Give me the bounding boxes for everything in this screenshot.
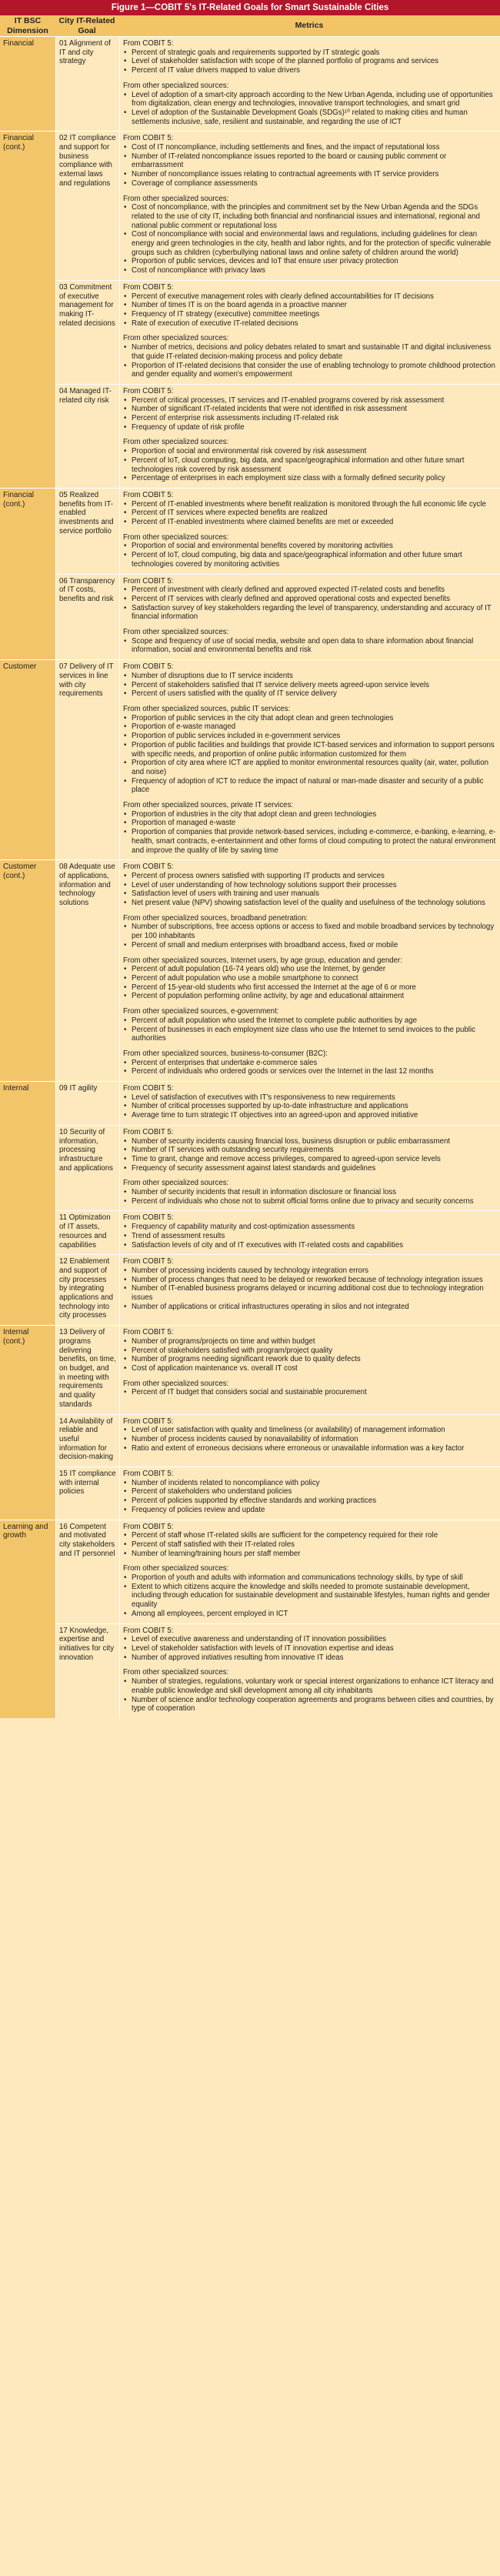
goal-cell: [56, 574, 120, 660]
metric-list: [123, 1635, 497, 1662]
goal-row: [0, 1255, 500, 1326]
metric-section-heading: From COBIT 5:: [123, 1416, 174, 1426]
metric-item: • Level of adoption of the Sustainable Development Goals (SDGs)¹⁰ related to making cities and human settlements inclusive, safe, resilient and sustainable, and regarding the use of ICT: [132, 108, 497, 126]
metric-section-heading: From COBIT 5:: [123, 1522, 174, 1531]
dimension-cell: [0, 574, 56, 660]
goal-cell: [56, 1520, 120, 1623]
goal-cell: [56, 660, 120, 860]
dimension-cell: [0, 132, 56, 281]
metric-item: • Percent of stakeholders satisfied with program/project quality: [132, 1346, 497, 1356]
metric-list: [123, 1573, 497, 1619]
metric-list: [123, 1137, 497, 1173]
dimension-cell: [0, 1255, 56, 1326]
goal-label: 15 IT compliance with internal policies: [59, 1470, 116, 1497]
metric-list: [123, 396, 497, 432]
goal-cell: [56, 488, 120, 574]
dimension-label: Learning and growth: [3, 1522, 48, 1540]
goal-label: 01 Alignment of IT and city strategy: [59, 39, 111, 66]
metric-item: • Coverage of compliance assessments: [132, 179, 497, 189]
goal-row: [0, 660, 500, 860]
metric-list: [123, 810, 497, 856]
goal-label: 03 Commitment of executive management for making IT-related decisions: [59, 282, 115, 328]
metric-section-heading: From other specialized sources, private IT services:: [123, 801, 294, 810]
goal-label: 04 Managed IT-related city risk: [59, 386, 112, 405]
metric-list: [123, 1426, 497, 1453]
metric-item: • Extent to which citizens acquire the knowledge and skills needed to promote sustainable development, including through education for sustainable development and sustainable lifestyles, human rights and gender equality: [132, 1583, 497, 1610]
metric-item: • Scope and frequency of use of social media, website and open data to share information about financial information, social and environmental benefits and risk: [132, 637, 497, 655]
metric-item: • Percent of staff satisfied with their IT-related roles: [132, 1540, 497, 1550]
metric-item: • Time to grant, change and remove access privileges, compared to agreed-upon service levels: [132, 1155, 497, 1164]
metric-item: • Number of science and/or technology cooperation agreements and programs between cities and countries, by type of cooperation: [132, 1696, 497, 1713]
metric-item: • Percentage of enterprises in each employment size class with a formally defined security policy: [132, 474, 497, 483]
goal-row: [0, 132, 500, 281]
metric-list: [123, 1188, 497, 1206]
metric-item: • Level of user satisfaction with quality and timeliness (or availability) of management information: [132, 1426, 497, 1435]
metric-section-heading: From COBIT 5:: [123, 1470, 174, 1479]
metric-item: • Number of IT-related noncompliance issues reported to the board or causing public comment or embarrassment: [132, 152, 497, 170]
metric-list: [123, 91, 497, 127]
metric-item: • Percent of process owners satisfied with supporting IT products and services: [132, 872, 497, 881]
metrics-cell: [120, 384, 500, 488]
header-goal: City IT-Related Goal: [55, 15, 118, 36]
metric-list: [123, 343, 497, 379]
metrics-cell: [120, 1082, 500, 1126]
goal-row: [0, 1326, 500, 1414]
goal-cell: [56, 1082, 120, 1126]
metric-list: [123, 447, 497, 483]
goal-row: [0, 1623, 500, 1718]
metric-item: • Level of stakeholder satisfaction with levels of IT innovation expertise and ideas: [132, 1644, 497, 1653]
metric-section-heading: From COBIT 5:: [123, 1084, 174, 1093]
metric-item: • Percent of strategic goals and requirements supported by IT strategic goals: [132, 48, 497, 58]
metric-item: • Percent of population performing online activity, by age and educational attainment: [132, 992, 497, 1001]
metric-item: • Number of processing incidents caused by technology integration errors: [132, 1266, 497, 1276]
metric-section-heading: From COBIT 5:: [123, 1213, 174, 1223]
metric-item: • Number of significant IT-related incidents that were not identified in risk assessment: [132, 405, 497, 414]
metric-list: [123, 1016, 497, 1043]
metric-item: • Percent of stakeholders who understand policies: [132, 1487, 497, 1497]
metric-item: • Percent of adult population (16-74 years old) who use the Internet, by gender: [132, 965, 497, 974]
metric-section-heading: From other specialized sources:: [123, 1179, 229, 1188]
dimension-cell: [0, 488, 56, 574]
metric-item: • Level of user understanding of how technology solutions support their processes: [132, 881, 497, 890]
metric-item: • Percent of staff whose IT-related skills are sufficient for the competency required for their role: [132, 1531, 497, 1540]
metrics-cell: [120, 132, 500, 281]
metric-item: • Cost of noncompliance with privacy laws: [132, 266, 497, 275]
metric-list: [123, 1677, 497, 1713]
metric-item: • Number of strategies, regulations, voluntary work or special interest organizations to enhance ICT literacy and enable public knowledge and skill development among all city inhabitants: [132, 1677, 497, 1695]
metric-item: • Number of noncompliance issues relating to contractual agreements with IT service providers: [132, 170, 497, 179]
metrics-cell: [120, 1414, 500, 1467]
goal-cell: [56, 860, 120, 1082]
metric-item: • Number of applications or critical infrastructures operating in silos and not integrated: [132, 1303, 497, 1312]
goal-row: [0, 1125, 500, 1211]
metric-section-heading: From COBIT 5:: [123, 1127, 174, 1136]
metric-item: • Percent of adult population who use a mobile smartphone to connect: [132, 974, 497, 983]
goal-label: 08 Adequate use of applications, information and technology solutions: [59, 863, 115, 908]
goal-row: [0, 37, 500, 132]
dimension-label: Financial: [3, 39, 35, 48]
goal-cell: [56, 1211, 120, 1255]
metric-item: • Number of disruptions due to IT service incidents: [132, 672, 497, 681]
metric-item: • Percent of IoT, cloud computing, big data, and space/geographical information and other future smart technologies risk covered by risk assessment: [132, 456, 497, 474]
metric-section-heading: From other specialized sources:: [123, 628, 229, 637]
goal-label: 10 Security of information, processing infrastructure and applications: [59, 1127, 114, 1173]
metric-item: • Satisfaction levels of city and of IT executives with IT-related costs and capabilities: [132, 1241, 497, 1250]
metric-item: • Frequency of security assessment against latest standards and guidelines: [132, 1164, 497, 1173]
metric-list: [123, 923, 497, 949]
metric-list: [123, 1388, 497, 1397]
dimension-cell: [0, 37, 56, 132]
metric-section-heading: From COBIT 5:: [123, 39, 174, 48]
goal-label: 13 Delivery of programs delivering benefits, on time, on budget, and in meeting with requirements and quality standards: [59, 1328, 116, 1409]
metric-list: [123, 143, 497, 189]
goal-row: [0, 1414, 500, 1467]
goal-row: [0, 1082, 500, 1126]
dimension-label: Financial (cont.): [3, 490, 35, 509]
metric-item: • Percent of IT services with clearly defined and approved operational costs and expected benefits: [132, 595, 497, 604]
goal-label: 02 IT compliance and support for business compliance with external laws and regulations: [59, 134, 116, 188]
goal-cell: [56, 384, 120, 488]
metric-item: • Proportion of industries in the city that adopt clean and green technologies: [132, 810, 497, 819]
metric-list: [123, 637, 497, 655]
dimension-cell: [0, 280, 56, 384]
header-metrics: Metrics: [118, 15, 500, 36]
goal-label: 12 Enablement and support of city processes by integrating applications and technology into city processes: [59, 1257, 114, 1320]
goal-label: 17 Knowledge, expertise and initiatives for city innovation: [59, 1626, 115, 1662]
goal-cell: [56, 132, 120, 281]
metric-item: • Level of stakeholder satisfaction with scope of the planned portfolio of programs and services: [132, 57, 497, 66]
metric-item: • Percent of adult population who used the Internet to complete public authorities by age: [132, 1016, 497, 1026]
metric-item: • Percent of IT services where expected benefits are realized: [132, 509, 497, 518]
metrics-cell: [120, 280, 500, 384]
metric-item: • Number of approved initiatives resulting from innovative IT ideas: [132, 1653, 497, 1663]
metric-section-heading: From COBIT 5:: [123, 576, 174, 586]
goal-cell: [56, 1623, 120, 1718]
dimension-cell: [0, 384, 56, 488]
metric-section-heading: From other specialized sources, public IT services:: [123, 705, 291, 713]
metric-item: • Cost of application maintenance vs. overall IT cost: [132, 1364, 497, 1373]
dimension-label: Customer: [3, 662, 37, 672]
metric-list: [123, 965, 497, 1001]
metric-section-heading: From other specialized sources:: [123, 438, 229, 447]
metric-item: • Proportion of public services, devices and IoT that ensure user privacy protection: [132, 257, 497, 266]
metric-item: • Ratio and extent of erroneous decisions where erroneous or unavailable information was a key factor: [132, 1444, 497, 1453]
metric-section-heading: From other specialized sources:: [123, 334, 229, 343]
metric-item: • Percent of policies supported by effective standards and working practices: [132, 1497, 497, 1506]
dimension-cell: [0, 1623, 56, 1718]
metrics-cell: [120, 1467, 500, 1520]
metric-item: • Cost of noncompliance with social and environmental laws and regulations, including guidelines for clean energy and green technologies in the city, health and labor rights, and for the protection of specific vulnerable groups such as children (cyberbullying national laws and online safety of children around the world): [132, 230, 497, 257]
metric-list: [123, 292, 497, 329]
metric-list: [123, 203, 497, 275]
metric-item: • Percent of small and medium enterprises with broadband access, fixed or mobile: [132, 941, 497, 950]
goal-label: 11 Optimization of IT assets, resources and capabilities: [59, 1213, 111, 1250]
header-dimension: IT BSC Dimension: [0, 15, 55, 36]
metric-item: • Number of IT services with outstanding security requirements: [132, 1146, 497, 1155]
metric-item: • Percent of IT-enabled investments where claimed benefits are met or exceeded: [132, 518, 497, 527]
metrics-cell: [120, 574, 500, 660]
goal-label: 07 Delivery of IT services in line with city requirements: [59, 662, 114, 699]
goal-label: 06 Transparency of IT costs, benefits and risk: [59, 576, 115, 603]
metric-list: [123, 1479, 497, 1515]
dimension-cell: [0, 1520, 56, 1623]
metric-section-heading: From other specialized sources:: [123, 194, 229, 203]
metrics-cell: [120, 1255, 500, 1326]
goals-table: [0, 36, 500, 1718]
goal-cell: [56, 1467, 120, 1520]
dimension-label: Customer (cont.): [3, 863, 37, 880]
dimension-cell: [0, 1326, 56, 1414]
metric-item: • Frequency of update of risk profile: [132, 423, 497, 432]
figure-title: Figure 1—COBIT 5's IT-Related Goals for Smart Sustainable Cities: [0, 0, 500, 15]
metric-item: • Net present value (NPV) showing satisfaction level of the quality and usefulness of the technology solutions: [132, 899, 497, 908]
metric-item: • Percent of investment with clearly defined and approved expected IT-related costs and benefits: [132, 586, 497, 595]
metric-item: • Percent of IT budget that considers social and sustainable procurement: [132, 1388, 497, 1397]
dimension-cell: [0, 1211, 56, 1255]
metric-list: [123, 1093, 497, 1120]
goal-row: [0, 1467, 500, 1520]
metric-item: • Number of programs needing significant rework due to quality defects: [132, 1355, 497, 1364]
metric-item: • Number of incidents related to noncompliance with policy: [132, 1479, 497, 1488]
metric-item: • Number of metrics, decisions and policy debates related to smart and sustainable IT and digital inclusiveness that guide IT-related decision-making process and policy debate: [132, 343, 497, 361]
metric-item: • Number of IT-enabled business programs delayed or incurring additional cost due to technology integration issues: [132, 1284, 497, 1302]
metric-item: • Number of critical processes supported by up-to-date infrastructure and applications: [132, 1102, 497, 1111]
metric-section-heading: From COBIT 5:: [123, 1626, 174, 1635]
metric-item: • Frequency of IT strategy (executive) committee meetings: [132, 310, 497, 319]
dimension-label: Internal: [3, 1084, 29, 1093]
metrics-cell: [120, 1125, 500, 1211]
metric-item: • Proportion of e-waste managed: [132, 722, 497, 732]
metric-item: • Frequency of policies review and update: [132, 1506, 497, 1515]
metric-item: • Proportion of social and environmental risk covered by risk assessment: [132, 447, 497, 456]
metric-item: • Percent of IoT, cloud computing, big data and space/geographical information and other future smart technologies covered by monitoring activities: [132, 551, 497, 569]
metrics-cell: [120, 37, 500, 132]
dimension-cell: [0, 1467, 56, 1520]
goal-cell: [56, 1326, 120, 1414]
metric-item: • Percent of stakeholders satisfied that IT service delivery meets agreed-upon service levels: [132, 681, 497, 690]
metric-item: • Percent of critical processes, IT services and IT-enabled programs covered by risk assessment: [132, 396, 497, 405]
goal-row: [0, 384, 500, 488]
goals-table-body: [0, 37, 500, 1718]
metric-section-heading: From COBIT 5:: [123, 282, 174, 292]
metric-list: [123, 672, 497, 699]
metric-item: • Percent of individuals who chose not to submit official forms online due to privacy and security concerns: [132, 1197, 497, 1206]
goal-label: 16 Competent and motivated city stakeholders and IT personnel: [59, 1522, 115, 1558]
metric-list: [123, 872, 497, 908]
metric-item: • Number of subscriptions, free access options or access to fixed and mobile broadband services by technology per 100 inhabitants: [132, 923, 497, 940]
metric-section-heading: From COBIT 5:: [123, 490, 174, 499]
metric-item: • Proportion of youth and adults with information and communications technology skills, by type of skill: [132, 1573, 497, 1583]
metric-section-heading: From other specialized sources:: [123, 1379, 229, 1388]
metric-list: [123, 1531, 497, 1558]
metric-item: • Level of adoption of a smart-city approach according to the New Urban Agenda, including use of opportunities from digitalization, clean energy and technologies, innovative transport technologies, and smart grid: [132, 91, 497, 108]
metric-item: • Level of satisfaction of executives with IT's responsiveness to new requirements: [132, 1093, 497, 1103]
metric-section-heading: From other specialized sources, broadband penetration:: [123, 913, 308, 923]
goal-row: [0, 1211, 500, 1255]
metric-item: • Proportion of public services included in e-government services: [132, 732, 497, 741]
metric-item: • Percent of enterprises that undertake e-commerce sales: [132, 1059, 497, 1068]
metric-list: [123, 586, 497, 622]
metric-item: • Average time to turn strategic IT objectives into an agreed-upon and approved initiative: [132, 1111, 497, 1120]
goal-label: 05 Realized benefits from IT-enabled investments and service portfolio: [59, 490, 114, 536]
metrics-cell: [120, 1326, 500, 1414]
metric-item: • Proportion of IT-related decisions that consider the use of enabling technology to promote childhood protection and gender equality and women's empowerment: [132, 362, 497, 379]
metrics-cell: [120, 488, 500, 574]
goal-row: [0, 280, 500, 384]
metric-item: • Satisfaction survey of key stakeholders regarding the level of transparency, understanding and accuracy of IT financial information: [132, 604, 497, 622]
metric-item: • Percent of individuals who ordered goods or services over the Internet in the last 12 months: [132, 1067, 497, 1076]
dimension-cell: [0, 1125, 56, 1211]
metric-item: • Level of executive awareness and understanding of IT innovation possibilities: [132, 1635, 497, 1644]
goal-row: [0, 488, 500, 574]
metrics-cell: [120, 1211, 500, 1255]
metrics-cell: [120, 660, 500, 860]
metric-item: • Cost of IT noncompliance, including settlements and fines, and the impact of reputational loss: [132, 143, 497, 152]
metric-item: • Proportion of companies that provide network-based services, including e-commerce, e-banking, e-learning, e-health, smart contracts, e-entertainment and other forms of cloud computing to protect the natural environment and improve the quality of life by saving time: [132, 828, 497, 855]
metric-item: • Trend of assessment results: [132, 1232, 497, 1241]
metric-item: • Among all employees, percent employed in ICT: [132, 1610, 497, 1619]
metric-section-heading: From COBIT 5:: [123, 1257, 174, 1266]
metric-section-heading: From COBIT 5:: [123, 134, 174, 143]
metric-item: • Percent of IT value drivers mapped to value drivers: [132, 66, 497, 75]
goal-row: [0, 1520, 500, 1623]
metric-list: [123, 1266, 497, 1312]
dimension-label: Financial (cont.): [3, 134, 35, 152]
metric-item: • Percent of IT-enabled investments where benefit realization is monitored through the full economic life cycle: [132, 500, 497, 509]
metric-item: • Number of learning/training hours per staff member: [132, 1550, 497, 1559]
goal-cell: [56, 1255, 120, 1326]
metric-list: [123, 48, 497, 75]
dimension-cell: [0, 860, 56, 1082]
metric-item: • Number of times IT is on the board agenda in a proactive manner: [132, 301, 497, 310]
dimension-cell: [0, 1082, 56, 1126]
goal-row: [0, 860, 500, 1082]
metric-section-heading: From COBIT 5:: [123, 662, 174, 672]
metric-section-heading: From COBIT 5:: [123, 386, 174, 395]
metric-section-heading: From other specialized sources:: [123, 1564, 229, 1573]
metric-section-heading: From other specialized sources, Internet users, by age group, education and gender:: [123, 956, 402, 965]
metric-list: [123, 714, 497, 795]
goal-row: [0, 574, 500, 660]
goal-cell: [56, 1414, 120, 1467]
metric-section-heading: From other specialized sources:: [123, 532, 229, 542]
metric-item: • Rate of execution of executive IT-related decisions: [132, 319, 497, 329]
metric-list: [123, 542, 497, 569]
metric-section-heading: From other specialized sources:: [123, 81, 229, 90]
metric-section-heading: From COBIT 5:: [123, 1328, 174, 1337]
metric-list: [123, 1059, 497, 1076]
metric-item: • Frequency of capability maturity and cost-optimization assessments: [132, 1223, 497, 1232]
metric-item: • Proportion of city area where ICT are applied to monitor environmental resources quality (air, water, pollution and noise): [132, 759, 497, 776]
metric-item: • Cost of noncompliance, with the principles and commitment set by the New Urban Agenda and the SDGs related to the use of city IT, including both financial and nonfinancial issues and international, regional and national public comment or reputational loss: [132, 203, 497, 230]
metric-section-heading: From other specialized sources:: [123, 1668, 229, 1677]
metric-list: [123, 1337, 497, 1373]
goal-cell: [56, 1125, 120, 1211]
metric-item: • Satisfaction level of users with training and user manuals: [132, 889, 497, 899]
metrics-cell: [120, 1520, 500, 1623]
dimension-cell: [0, 660, 56, 860]
metric-item: • Percent of enterprise risk assessments including IT-related risk: [132, 414, 497, 423]
metrics-cell: [120, 1623, 500, 1718]
metric-item: • Number of programs/projects on time and within budget: [132, 1337, 497, 1346]
metric-item: • Number of process changes that need to be delayed or reworked because of technology integration issues: [132, 1276, 497, 1285]
metric-item: • Proportion of public facilities and buildings that provide ICT-based services and information to support persons with specific needs, and proportion of online public information customized for them: [132, 741, 497, 759]
goal-cell: [56, 37, 120, 132]
metric-list: [123, 1223, 497, 1250]
metric-section-heading: From other specialized sources, e-government:: [123, 1007, 279, 1016]
metric-item: • Frequency of adoption of ICT to reduce the impact of natural or man-made disaster and security of a public place: [132, 777, 497, 795]
metric-list: [123, 500, 497, 527]
metric-item: • Percent of 15-year-old students who first accessed the Internet at the age of 6 or more: [132, 983, 497, 993]
dimension-cell: [0, 1414, 56, 1467]
metric-item: • Proportion of managed e-waste: [132, 819, 497, 828]
metric-item: • Number of security incidents causing financial loss, business disruption or public embarrassment: [132, 1137, 497, 1146]
goal-cell: [56, 280, 120, 384]
metric-section-heading: From other specialized sources, business-to-consumer (B2C):: [123, 1049, 328, 1058]
dimension-label: Internal (cont.): [3, 1328, 29, 1346]
metric-item: • Proportion of social and environmental benefits covered by monitoring activities: [132, 542, 497, 551]
metric-item: • Percent of users satisfied with the quality of IT service delivery: [132, 689, 497, 699]
metric-item: • Percent of businesses in each employment size class who use the Internet to send invoices to the public authorities: [132, 1026, 497, 1043]
metric-item: • Percent of executive management roles with clearly defined accountabilities for IT decisions: [132, 292, 497, 302]
metrics-cell: [120, 860, 500, 1082]
metric-item: • Number of security incidents that result in information disclosure or financial loss: [132, 1188, 497, 1197]
metric-item: • Proportion of public services in the city that adopt clean and green technologies: [132, 714, 497, 723]
metric-item: • Number of process incidents caused by nonavailability of information: [132, 1435, 497, 1444]
metric-section-heading: From COBIT 5:: [123, 863, 174, 872]
goal-label: 09 IT agility: [59, 1084, 98, 1093]
goal-label: 14 Availability of reliable and useful information for decision-making: [59, 1416, 113, 1462]
